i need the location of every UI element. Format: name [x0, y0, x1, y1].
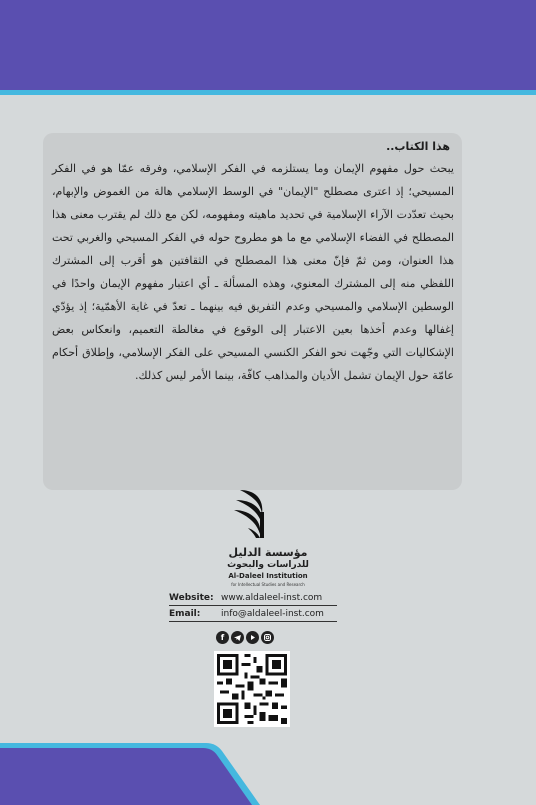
publisher-subtitle-ar: للدراسات والبحوث: [227, 560, 309, 570]
publisher-name-ar: مؤسسة الدليل: [228, 546, 308, 559]
section-heading: هذا الكتاب..: [386, 140, 450, 153]
top-band: [0, 0, 536, 90]
email-row: [169, 609, 337, 622]
social-icons: [216, 631, 274, 645]
website-row: [169, 593, 337, 606]
telegram-icon[interactable]: [231, 631, 244, 644]
top-stripe: [0, 90, 536, 95]
youtube-icon[interactable]: [246, 631, 259, 644]
publisher-subtitle-en: for Intellectual Studies and Research: [231, 582, 305, 587]
facebook-icon[interactable]: f: [216, 631, 229, 644]
email-link[interactable]: info@aldaleel-inst.com: [221, 609, 324, 619]
book-description: يبحث حول مفهوم الإيمان وما يستلزمه في الفكر الإسلامي، وفرقه عمّا هو في الفكر المسيحي؛ إذ اعترى مصطلح "الإيمان" في الوسط الإسلامي هالة من الغموض والإبهام، بحيث تعدّدت الآراء الإسلامية في تحديد ماهيته ومفهومه، لكن مع ذلك لم يقترب معنى هذا المصطلح في الفضاء الإسلامي مع ما هو مطروح حوله في الفكر المسيحي والغربي تحت هذا العنوان، ومن ثمّ فإنّ معنى هذا المصطلح في الثقافتين هو أقرب إلى المشترك اللفظي منه إلى المشترك المعنوي، وهذه المسألة ـ أي اعتبار مفهوم الإيمان واحدًا في الوسطين الإسلامي والمسيحي وعدم التفريق فيه بينهما ـ تعدّ في غاية الأهمّية؛ إذ يؤدّي إغفالها وعدم أخذها بعين الاعتبار إلى الوقوع في مغالطة التعميم، وانعكاس بعض الإشكاليات التي وجّهت نحو الفكر الكنسي المسيحي على الفكر الإسلامي، وإطلاق أحكام عامّة حول الإيمان تشمل الأديان والمذاهب كافّة، بينما الأمر ليس كذلك.: [52, 162, 454, 382]
publisher-logo-icon: [226, 484, 282, 542]
qr-code[interactable]: [214, 651, 290, 727]
website-link[interactable]: www.aldaleel-inst.com: [221, 593, 323, 603]
bottom-decoration: [0, 735, 260, 805]
website-label: Website:: [169, 593, 214, 603]
instagram-icon[interactable]: [261, 631, 274, 644]
email-label: Email:: [169, 609, 201, 619]
publisher-name-en: Al-Daleel Institution: [228, 572, 308, 580]
